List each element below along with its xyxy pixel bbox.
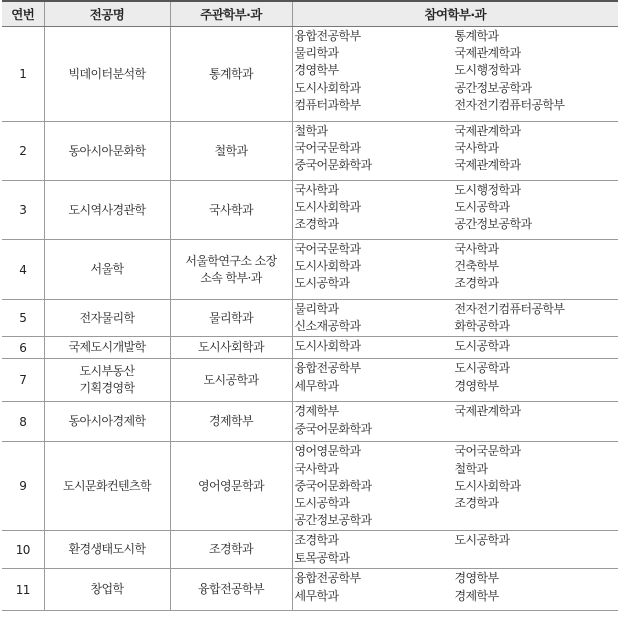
participating-department: 조경학과 (454, 496, 499, 511)
host-department: 도시공학과 (203, 372, 259, 387)
participating-department: 조경학과 (294, 217, 339, 232)
major-name: 기획경영학 (79, 381, 135, 396)
major-name: 동아시아경제학 (68, 414, 146, 429)
table-row (2, 359, 618, 402)
participating-column-right (455, 532, 619, 566)
participating-department: 국제관계학과 (454, 404, 521, 419)
participating-department: 융합전공학부 (294, 29, 361, 43)
participating-department: 경영학부 (454, 571, 499, 586)
participating-departments-cell (292, 569, 618, 611)
host-department-cell (170, 569, 292, 611)
participating-department: 국제관계학과 (454, 46, 521, 61)
participating-department: 공간정보공학과 (294, 513, 372, 528)
participating-department: 도시공학과 (294, 496, 350, 511)
major-name: 국제도시개발학 (68, 340, 146, 355)
major-name: 도시역사경관학 (68, 202, 146, 217)
participating-department: 철학과 (454, 461, 488, 476)
participating-department: 조경학과 (454, 276, 499, 291)
participating-department: 건축학부 (454, 259, 499, 274)
participating-departments-cell (292, 442, 618, 531)
major-name-cell (44, 442, 170, 531)
major-name: 창업학 (90, 582, 124, 597)
row-number: 8 (2, 402, 44, 442)
host-department: 철학과 (214, 143, 248, 158)
participating-column-left (295, 570, 455, 604)
host-department-cell (170, 27, 292, 122)
row-number: 7 (2, 359, 44, 402)
major-name: 도시문화컨텐츠학 (63, 478, 151, 493)
major-name-cell (44, 122, 170, 181)
row-number: 1 (2, 27, 44, 122)
row-number: 2 (2, 122, 44, 181)
major-name: 빅데이터분석학 (68, 66, 146, 81)
participating-department: 컴퓨터과학부 (294, 97, 361, 112)
participating-list (295, 403, 619, 437)
major-name-cell (44, 300, 170, 337)
majors-table (2, 0, 618, 611)
participating-department: 경제학부 (454, 588, 499, 603)
table-row (2, 337, 618, 359)
participating-department: 도시행정학과 (454, 63, 521, 78)
host-department: 영어영문학과 (198, 478, 264, 493)
participating-department: 도시사회학과 (294, 200, 361, 215)
participating-department: 신소재공학과 (294, 319, 361, 334)
participating-column-right (455, 403, 619, 437)
participating-department: 중국어문화학과 (294, 158, 372, 173)
major-name: 서울학 (90, 262, 124, 276)
participating-department: 도시공학과 (454, 533, 510, 548)
participating-department: 도시공학과 (294, 276, 350, 291)
host-department-cell (170, 181, 292, 240)
major-name-cell (44, 27, 170, 122)
host-department-cell (170, 337, 292, 359)
table-row (2, 300, 618, 337)
host-department-cell (170, 240, 292, 300)
participating-department: 경영학부 (454, 378, 499, 393)
participating-list (295, 301, 619, 335)
participating-department: 국어국문학과 (294, 242, 361, 256)
participating-list (295, 182, 619, 234)
header-row (2, 1, 618, 27)
participating-departments-cell (292, 27, 618, 122)
participating-department: 국사학과 (294, 183, 339, 197)
participating-department: 국어국문학과 (454, 444, 521, 459)
participating-department: 물리학과 (294, 46, 339, 61)
host-department-cell (170, 402, 292, 442)
participating-department: 조경학과 (294, 533, 339, 548)
participating-department: 통계학과 (454, 29, 499, 43)
participating-column-left (295, 28, 455, 114)
participating-department: 국어국문학과 (294, 141, 361, 156)
host-department: 융합전공학부 (198, 582, 264, 597)
participating-department: 도시공학과 (454, 361, 510, 376)
header-participants: 참여학부·과 (292, 1, 618, 27)
host-department: 소속 학부·과 (200, 270, 262, 285)
participating-list (295, 28, 619, 114)
participating-column-right (455, 570, 619, 604)
participating-department: 철학과 (294, 124, 328, 138)
row-number: 11 (2, 569, 44, 611)
participating-department: 국제관계학과 (454, 124, 521, 138)
major-name-cell (44, 402, 170, 442)
participating-list (295, 443, 619, 529)
participating-column-right (455, 182, 619, 234)
participating-department: 화학공학과 (454, 319, 510, 334)
major-name: 환경생태도시학 (68, 542, 146, 557)
participating-department: 세무학과 (294, 588, 339, 603)
major-name-cell (44, 359, 170, 402)
participating-department: 국사학과 (294, 461, 339, 476)
row-number: 10 (2, 531, 44, 569)
host-department: 국사학과 (209, 202, 253, 217)
table-row (2, 531, 618, 569)
host-department: 통계학과 (209, 66, 253, 81)
participating-column-left (295, 182, 455, 234)
host-department-cell (170, 531, 292, 569)
participating-department: 물리학과 (294, 302, 339, 316)
host-department: 서울학연구소 소장 (185, 253, 277, 268)
participating-column-left (295, 443, 455, 529)
participating-list (295, 532, 619, 566)
participating-department: 국제관계학과 (454, 158, 521, 173)
participating-column-left (295, 338, 455, 355)
participating-departments-cell (292, 240, 618, 300)
participating-column-left (295, 123, 455, 175)
participating-department: 중국어문화학과 (294, 478, 372, 493)
participating-departments-cell (292, 359, 618, 402)
participating-department: 세무학과 (294, 378, 339, 393)
row-number: 5 (2, 300, 44, 337)
participating-column-left (295, 301, 455, 335)
participating-list (295, 338, 619, 355)
table-row (2, 569, 618, 611)
major-name-cell (44, 240, 170, 300)
participating-department: 융합전공학부 (294, 361, 361, 376)
host-department-cell (170, 122, 292, 181)
participating-list (295, 360, 619, 394)
major-name-cell (44, 531, 170, 569)
participating-department: 도시사회학과 (294, 339, 361, 354)
header-major: 전공명 (44, 1, 170, 27)
participating-department: 도시사회학과 (294, 80, 361, 95)
participating-list (295, 241, 619, 293)
major-name: 도시부동산 (79, 364, 135, 379)
major-name-cell (44, 569, 170, 611)
participating-departments-cell (292, 300, 618, 337)
participating-column-left (295, 403, 455, 437)
participating-department: 영어영문학과 (294, 444, 361, 459)
participating-departments-cell (292, 337, 618, 359)
participating-department: 도시사회학과 (294, 259, 361, 274)
participating-departments-cell (292, 531, 618, 569)
participating-department: 전자전기컴퓨터공학부 (454, 302, 565, 316)
participating-column-right (455, 28, 619, 114)
participating-department: 도시사회학과 (454, 478, 521, 493)
participating-column-left (295, 532, 455, 566)
participating-list (295, 570, 619, 604)
participating-department: 국사학과 (454, 242, 499, 256)
row-number: 6 (2, 337, 44, 359)
table-row (2, 122, 618, 181)
participating-department: 전자전기컴퓨터공학부 (454, 97, 565, 112)
participating-department: 융합전공학부 (294, 571, 361, 586)
participating-department: 경제학부 (294, 404, 339, 419)
participating-column-left (295, 241, 455, 293)
participating-departments-cell (292, 402, 618, 442)
participating-column-left (295, 360, 455, 394)
major-name: 전자물리학 (79, 310, 135, 325)
participating-department: 중국어문화학과 (294, 421, 372, 436)
participating-list (295, 123, 619, 175)
participating-column-right (455, 443, 619, 529)
participating-department: 공간정보공학과 (454, 80, 532, 95)
table-row (2, 181, 618, 240)
participating-department: 공간정보공학과 (454, 217, 532, 232)
row-number: 4 (2, 240, 44, 300)
table-row (2, 402, 618, 442)
host-department: 경제학부 (209, 414, 253, 429)
table-row (2, 442, 618, 531)
participating-department: 도시공학과 (454, 339, 510, 354)
row-number: 3 (2, 181, 44, 240)
header-host: 주관학부·과 (170, 1, 292, 27)
participating-departments-cell (292, 181, 618, 240)
participating-departments-cell (292, 122, 618, 181)
participating-column-right (455, 360, 619, 394)
participating-department: 토목공학과 (294, 550, 350, 565)
host-department: 물리학과 (209, 310, 253, 325)
host-department-cell (170, 300, 292, 337)
participating-column-right (455, 241, 619, 293)
participating-department: 경영학부 (294, 63, 339, 78)
table-row (2, 240, 618, 300)
table-row (2, 27, 618, 122)
participating-column-right (455, 301, 619, 335)
header-no: 연번 (2, 1, 44, 27)
participating-column-right (455, 338, 619, 355)
participating-department: 국사학과 (454, 141, 499, 156)
participating-department: 도시공학과 (454, 200, 510, 215)
host-department-cell (170, 359, 292, 402)
row-number: 9 (2, 442, 44, 531)
host-department: 도시사회학과 (198, 340, 264, 355)
participating-department: 도시행정학과 (454, 183, 521, 197)
participating-column-right (455, 123, 619, 175)
major-name-cell (44, 337, 170, 359)
host-department: 조경학과 (209, 542, 253, 557)
major-name: 동아시아문화학 (68, 143, 146, 158)
major-name-cell (44, 181, 170, 240)
host-department-cell (170, 442, 292, 531)
